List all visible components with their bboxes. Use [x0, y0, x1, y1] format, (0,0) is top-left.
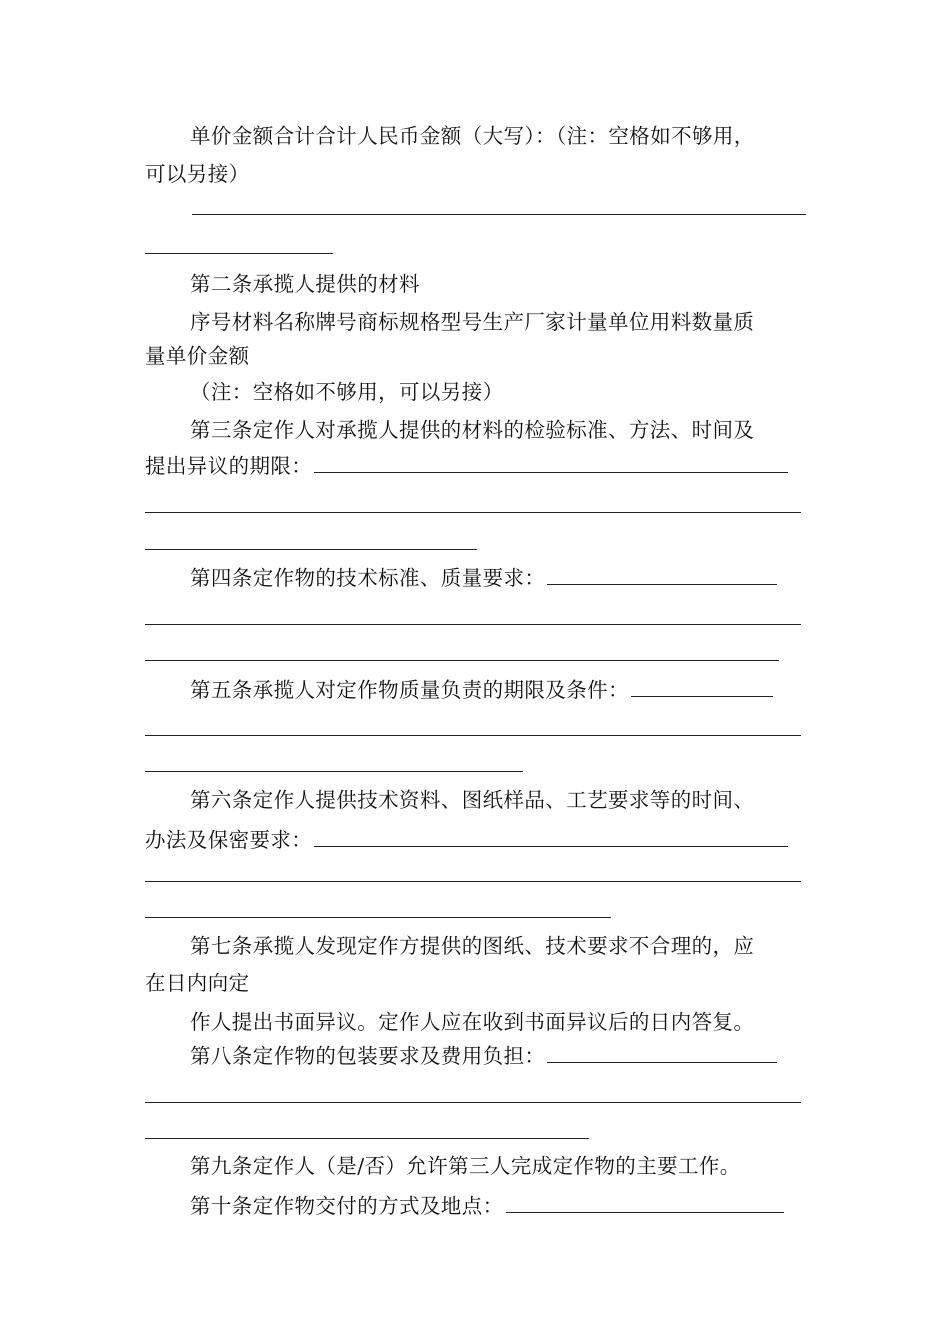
clause-5-label: 第五条承揽人对定作物质量负责的期限及条件：	[190, 678, 629, 702]
clause-6-text-cont	[145, 826, 788, 854]
fill-in-line	[145, 660, 779, 661]
clause-3-text-cont	[145, 452, 788, 480]
clause-7-text: 第七条承揽人发现定作方提供的图纸、技术要求不合理的，应	[190, 934, 755, 958]
clause-4-label: 第四条定作物的技术标准、质量要求：	[190, 566, 546, 590]
clause-8-text	[190, 1042, 777, 1070]
clause-1-total-line: 单价金额合计合计人民币金额（大写）：（注：空格如不够用，	[190, 124, 755, 148]
fill-in-line	[145, 881, 801, 882]
clause-3-label: 提出异议的期限：	[145, 454, 313, 478]
clause-2-columns: 序号材料名称牌号商标规格型号生产厂家计量单位用料数量质	[190, 310, 755, 334]
clause-6-label: 办法及保密要求：	[145, 828, 313, 852]
fill-in-line	[145, 253, 333, 254]
fill-in-line	[145, 771, 523, 772]
fill-in-line	[145, 624, 801, 625]
fill-in-line	[145, 512, 801, 513]
clause-10-text	[190, 1192, 784, 1220]
clause-2-columns-cont: 量单价金额	[145, 344, 250, 368]
clause-5-text	[190, 676, 773, 704]
fill-in-line	[145, 917, 611, 918]
fill-in-blank	[547, 1042, 777, 1063]
clause-6-text: 第六条定作人提供技术资料、图纸样品、工艺要求等的时间、	[190, 788, 755, 812]
fill-in-blank	[547, 564, 777, 585]
clause-8-label: 第八条定作物的包装要求及费用负担：	[190, 1044, 546, 1068]
fill-in-blank	[314, 826, 788, 847]
clause-9-text: 第九条定作人（是/否）允许第三人完成定作物的主要工作。	[190, 1154, 741, 1178]
fill-in-blank	[314, 452, 788, 473]
clause-10-label: 第十条定作物交付的方式及地点：	[190, 1194, 504, 1218]
fill-in-line	[192, 214, 806, 215]
clause-4-text	[190, 564, 777, 592]
fill-in-line	[145, 735, 801, 736]
fill-in-blank	[631, 676, 773, 697]
fill-in-line	[145, 1138, 589, 1139]
clause-7-text-cont2: 作人提出书面异议。定作人应在收到书面异议后的日内答复。	[190, 1010, 755, 1034]
clause-2-note: （注：空格如不够用，可以另接）	[190, 380, 504, 404]
clause-3-text: 第三条定作人对承揽人提供的材料的检验标准、方法、时间及	[190, 418, 755, 442]
clause-2-heading: 第二条承揽人提供的材料	[190, 272, 420, 296]
fill-in-line	[145, 549, 477, 550]
fill-in-line	[145, 1102, 801, 1103]
clause-7-text-cont: 在日内向定	[145, 971, 250, 995]
clause-1-total-line-cont: 可以另接）	[145, 162, 250, 186]
fill-in-blank	[506, 1192, 784, 1213]
